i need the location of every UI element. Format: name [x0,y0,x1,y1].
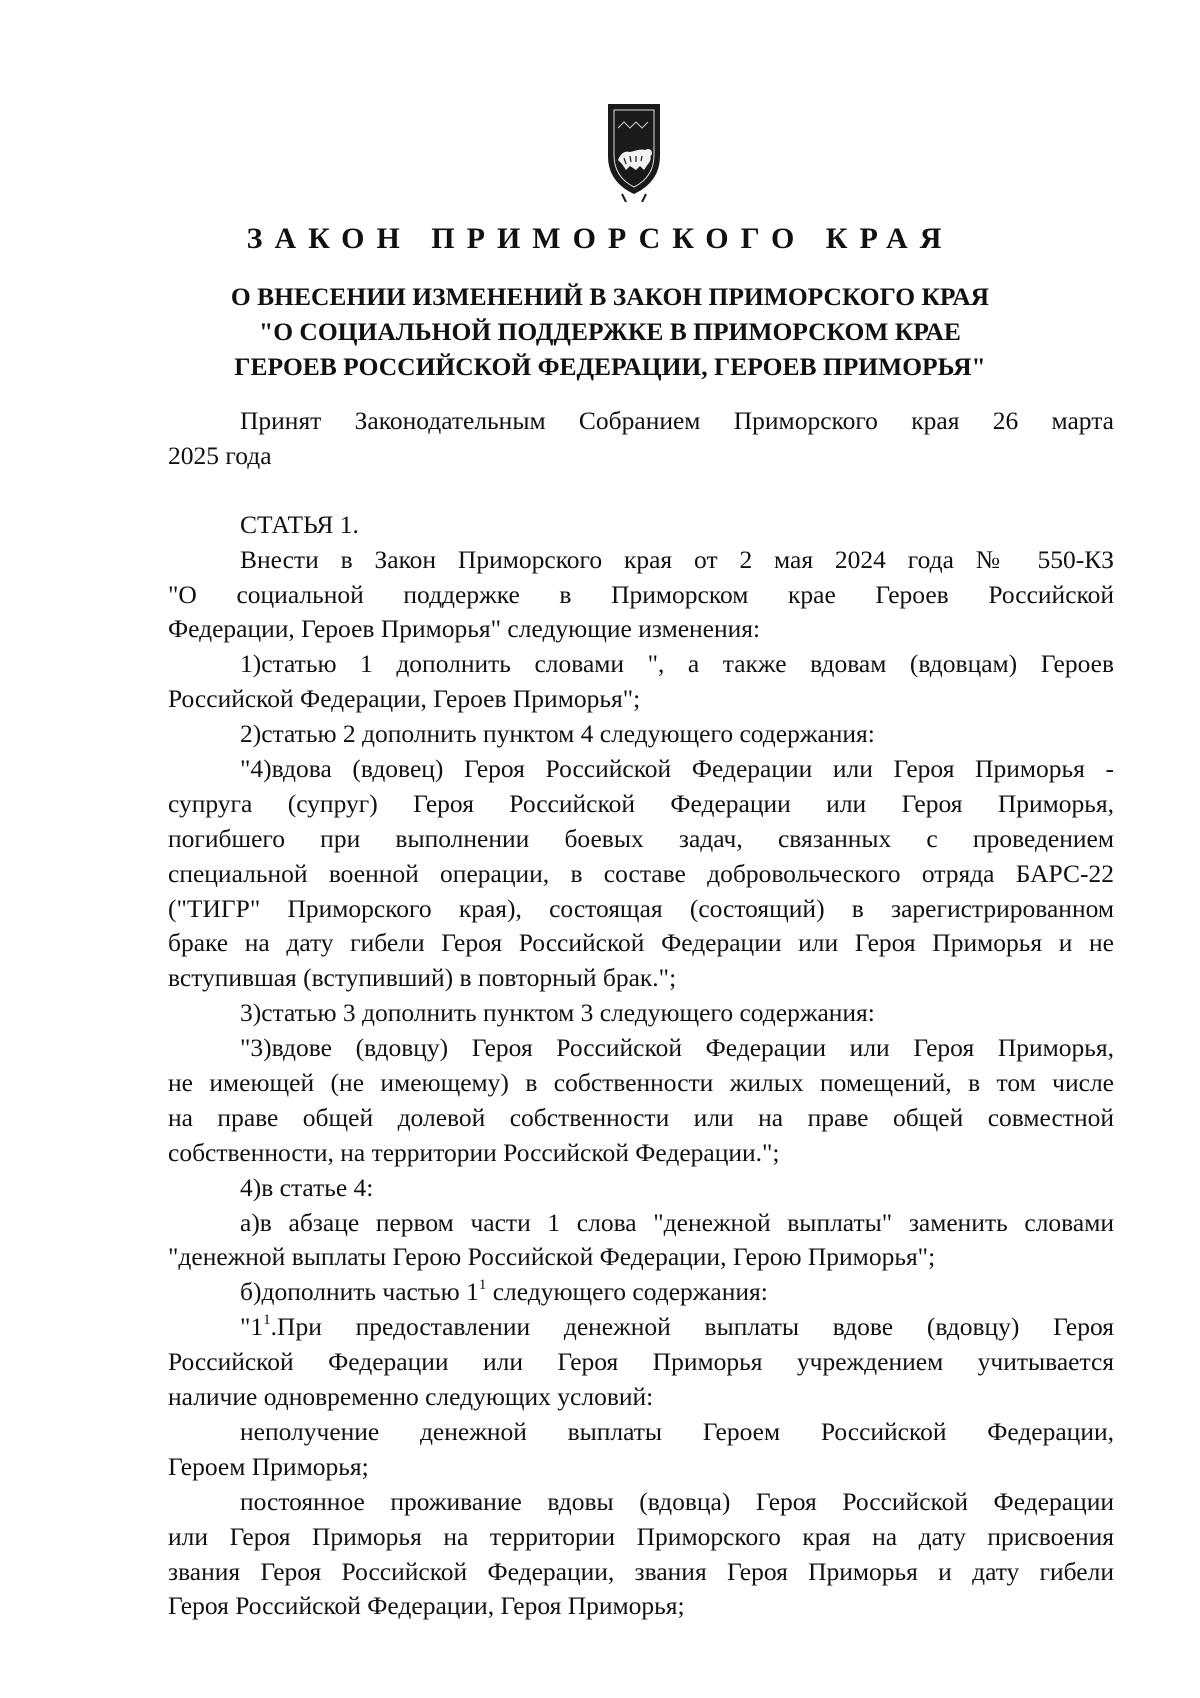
primorye-coat-of-arms-icon [604,98,664,202]
article-intro-line: Федерации, Героев Приморья" следующие изменения: [168,614,761,644]
item-4b-prefix: б)дополнить частью 1 [240,1277,479,1307]
superscript: 1 [478,1277,487,1294]
subtitle-line: ГЕРОЕВ РОССИЙСКОЙ ФЕДЕРАЦИИ, ГЕРОЕВ ПРИМОРЬЯ" [234,352,986,381]
item-2-quote-line: браке на дату гибели Героя Российской Федерации или Героя Приморья и не [168,928,1114,958]
condition-2-line: постоянное проживание вдовы (вдовца) Героя Российской Федерации [240,1486,1114,1516]
adopted-line: Принят Законодательным Собранием Приморского края 26 марта [240,406,1114,435]
subtitle-line: О ВНЕСЕНИИ ИЗМЕНЕНИЙ В ЗАКОН ПРИМОРСКОГО КРАЯ [230,282,990,311]
item-4b-line [168,1275,1114,1310]
paragraph-gap [168,474,1114,508]
document-body [168,404,1114,1624]
item-4a-line: а)в абзаце первом части 1 слова "денежной выплаты" заменить словами [240,1207,1114,1237]
item-2-line: 2)статью 2 дополнить пунктом 4 следующего содержания: [240,719,875,749]
part-1-1-line: наличие одновременно следующих условий: [168,1382,654,1412]
superscript: 1 [263,1312,271,1329]
item-2-quote-line: "4)вдова (вдовец) Героя Российской Федерации или Героя Приморья - [240,754,1114,784]
condition-2-line: или Героя Приморья на территории Приморского края на дату присвоения [168,1521,1114,1551]
condition-1-line: неполучение денежной выплаты Героем Российской Федерации, [240,1416,1114,1446]
law-title: ЗАКОН ПРИМОРСКОГО КРАЯ [246,222,954,255]
part-1-1-prefix: "1 [240,1312,264,1342]
item-3-quote-line: не имеющей (не имеющему) в собственности жилых помещений, в том числе [168,1068,1114,1098]
article-heading: СТАТЬЯ 1. [240,509,359,539]
condition-1-line: Героем Приморья; [168,1451,369,1481]
adopted-line: 2025 года [168,440,272,470]
item-4b-suffix: следующего содержания: [486,1277,768,1307]
item-1-line: 1)статью 1 дополнить словами ", а также вдовам (вдовцам) Героев [240,649,1114,679]
item-1-line: Российской Федерации, Героев Приморья"; [168,684,641,714]
part-1-1-line [168,1310,1114,1345]
article-intro-line: "О социальной поддержке в Приморском крае Героев Российской [168,579,1114,609]
item-3-line: 3)статью 3 дополнить пунктом 3 следующего содержания: [240,998,875,1028]
item-3-quote-line: "3)вдове (вдовцу) Героя Российской Федерации или Героя Приморья, [240,1033,1114,1063]
subtitle-line: "О СОЦИАЛЬНОЙ ПОДДЕРЖКЕ В ПРИМОРСКОМ КРАЕ [259,317,961,346]
law-subtitle [160,279,1060,384]
condition-2-line: звания Героя Российской Федерации, звания Героя Приморья и дату гибели [168,1556,1114,1586]
part-1-1-line: Российской Федерации или Героя Приморья учреждением учитывается [168,1347,1114,1377]
condition-2-line: Героя Российской Федерации, Героя Приморья; [168,1591,685,1621]
item-4a-line: "денежной выплаты Герою Российской Федерации, Герою Приморья"; [168,1242,936,1272]
item-2-quote-line: супруга (супруг) Героя Российской Федерации или Героя Приморья, [168,788,1114,818]
part-1-1-text: .При предоставлении денежной выплаты вдове (вдовцу) Героя [270,1312,1114,1342]
item-2-quote-line: вступившая (вступивший) в повторный брак."; [168,963,677,993]
item-3-quote-line: собственности, на территории Российской Федерации."; [168,1137,780,1167]
item-2-quote-line: ("ТИГР" Приморского края), состоящая (состоящий) в зарегистрированном [168,893,1114,923]
item-2-quote-line: специальной военной операции, в составе добровольческого отряда БАРС-22 [168,858,1114,888]
item-2-quote-line: погибшего при выполнении боевых задач, связанных с проведением [168,823,1114,853]
article-intro-line: Внести в Закон Приморского края от 2 мая 2024 года № 550-КЗ [240,544,1114,574]
item-4-line: 4)в статье 4: [240,1172,374,1202]
item-3-quote-line: на праве общей долевой собственности или на праве общей совместной [168,1102,1114,1132]
